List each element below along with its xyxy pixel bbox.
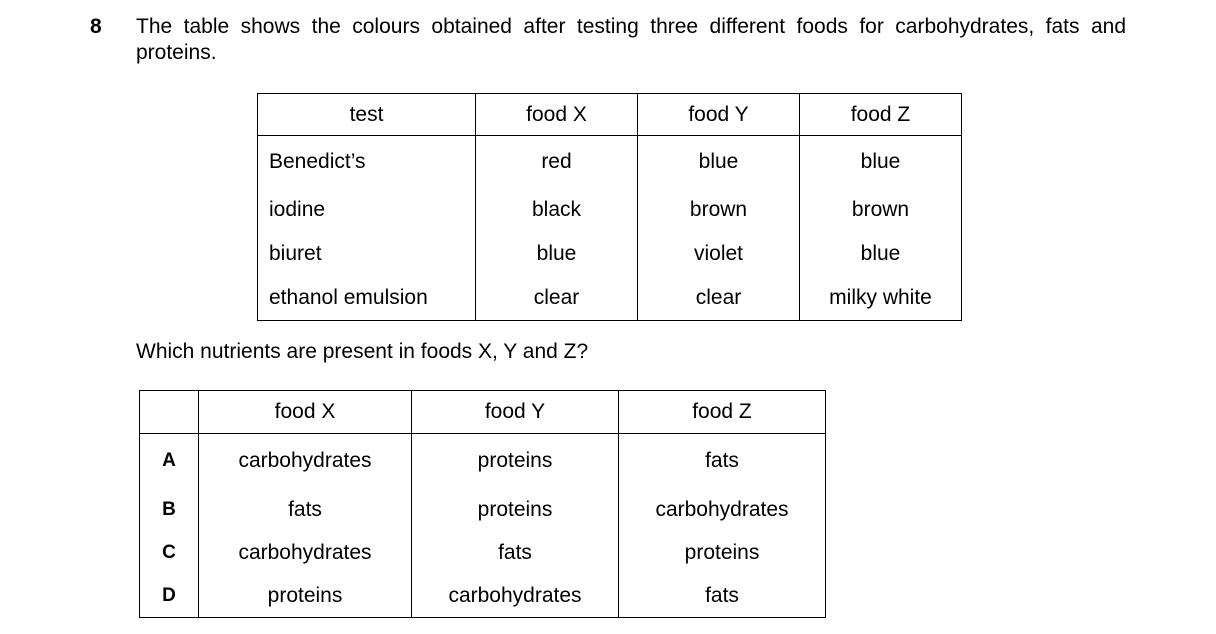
result-food-x: black: [476, 188, 638, 232]
result-food-x: red: [476, 136, 638, 189]
table-header-row: [140, 391, 826, 434]
option-food-z: fats: [619, 434, 826, 489]
header-food-z: food Z: [800, 94, 962, 136]
option-letter[interactable]: C: [140, 531, 199, 574]
result-food-z: blue: [800, 232, 962, 276]
header-food-y: food Y: [412, 391, 619, 434]
option-letter[interactable]: D: [140, 574, 199, 618]
question-stem: The table shows the colours obtained after testing three different foods for carbohydrates, fats and proteins.: [136, 15, 1126, 64]
header-food-x: food X: [199, 391, 412, 434]
result-food-z: blue: [800, 136, 962, 189]
test-name: Benedict’s: [258, 136, 476, 189]
option-food-x: carbohydrates: [199, 531, 412, 574]
option-food-z: proteins: [619, 531, 826, 574]
result-food-x: clear: [476, 276, 638, 321]
table-header-row: [258, 94, 962, 136]
answer-options-table: [139, 390, 826, 618]
answer-option-row[interactable]: [140, 574, 826, 618]
header-option-letter: [140, 391, 199, 434]
option-food-y: fats: [412, 531, 619, 574]
result-food-y: clear: [638, 276, 800, 321]
option-letter[interactable]: B: [140, 488, 199, 531]
result-food-x: blue: [476, 232, 638, 276]
result-food-y: brown: [638, 188, 800, 232]
result-food-y: violet: [638, 232, 800, 276]
option-food-y: proteins: [412, 488, 619, 531]
answer-option-row[interactable]: [140, 531, 826, 574]
header-test: test: [258, 94, 476, 136]
header-food-z: food Z: [619, 391, 826, 434]
option-food-y: proteins: [412, 434, 619, 489]
food-tests-table: [257, 93, 962, 321]
test-name: ethanol emulsion: [258, 276, 476, 321]
option-food-z: fats: [619, 574, 826, 618]
table-row: [258, 232, 962, 276]
question-prompt: Which nutrients are present in foods X, Y and Z?: [136, 340, 589, 363]
table-row: [258, 276, 962, 321]
table-row: [258, 136, 962, 189]
answer-option-row[interactable]: [140, 434, 826, 489]
test-name: biuret: [258, 232, 476, 276]
result-food-z: brown: [800, 188, 962, 232]
table-row: [258, 188, 962, 232]
question-number: 8: [90, 15, 102, 38]
option-letter[interactable]: A: [140, 434, 199, 489]
option-food-x: fats: [199, 488, 412, 531]
result-food-z: milky white: [800, 276, 962, 321]
option-food-z: carbohydrates: [619, 488, 826, 531]
header-food-x: food X: [476, 94, 638, 136]
answer-option-row[interactable]: [140, 488, 826, 531]
option-food-x: proteins: [199, 574, 412, 618]
option-food-y: carbohydrates: [412, 574, 619, 618]
test-name: iodine: [258, 188, 476, 232]
result-food-y: blue: [638, 136, 800, 189]
option-food-x: carbohydrates: [199, 434, 412, 489]
header-food-y: food Y: [638, 94, 800, 136]
